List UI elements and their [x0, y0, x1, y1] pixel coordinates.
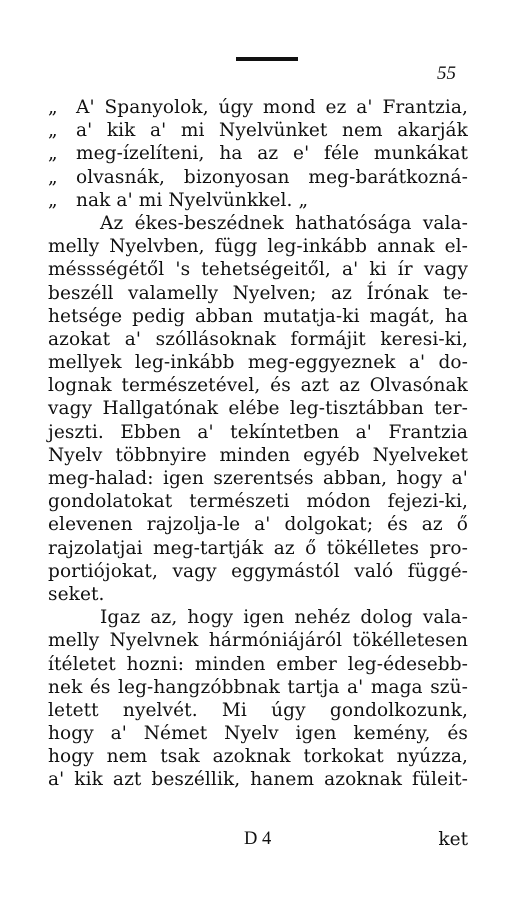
body-line: rajzolatjai meg-tartják az ő tökélletes pro- [48, 537, 468, 559]
quote-line [48, 189, 468, 212]
body-line: seket. [48, 583, 105, 605]
quote-mark: „ [48, 120, 58, 142]
body-line: gondolatokat természeti módon fejezi-ki, [48, 491, 468, 513]
second-line: hogy a' Német Nyelv igen kemény, és [48, 723, 468, 745]
quote-line [48, 96, 468, 119]
body-line: melly Nyelvben, függ leg-inkább annak el- [48, 236, 468, 258]
quote-text: meg-ízelíteni, ha az e' féle munkákat [76, 143, 468, 165]
second-line: a' kik azt beszéllik, hanem azoknak füleit- [48, 769, 468, 791]
second-line: ítéletet hozni: minden ember leg-édesebb- [48, 653, 468, 675]
body-line: portiójokat, vagy eggymástól való függé- [48, 560, 468, 582]
body-line: mellyek leg-inkább meg-eggyeznek a' do- [48, 352, 468, 374]
quote-text: olvasnák, bizonyosan meg-barátkozná- [76, 166, 468, 188]
page-footer [48, 829, 468, 857]
body-line: azokat a' szóllásoknak formájit keresi-ki, [48, 328, 468, 350]
quote-line [48, 119, 468, 142]
body-line: hetsége pedig abban mutatja-ki magát, ha [48, 305, 468, 327]
quote-mark: „ [48, 97, 58, 118]
quote-mark: „ [48, 166, 58, 188]
body-line: elevenen rajzolja-le a' dolgokat; és az ő [48, 514, 468, 536]
body-line: méssségétől 's tehetségeitől, a' ki ír vagy [48, 259, 468, 281]
body-line: jeszti. Ebben a' tekíntetben a' Frantzia [48, 421, 468, 443]
body-line: beszéll valamelly Nyelven; az Írónak te- [48, 282, 468, 304]
quote-text: nak a' mi Nyelvünkkel. „ [76, 189, 309, 211]
signature-mark: D 4 [244, 829, 272, 849]
second-line: letett nyelvét. Mi úgy gondolkozunk, [48, 699, 468, 721]
body-line: Nyelv többnyire minden egyéb Nyelveket [48, 444, 468, 466]
quote-text: A' Spanyolok, úgy mond ez a' Frantzia, [76, 97, 468, 118]
second-line: nek és leg-hangzóbbnak tartja a' maga szü- [48, 676, 468, 698]
second-line: hogy nem tsak azoknak torkokat nyúzza, [48, 746, 468, 768]
page-number: 55 [437, 63, 456, 84]
body-line: meg-halad: igen szerentsés abban, hogy a' [48, 468, 468, 489]
header-rule [236, 57, 298, 61]
quote-line [48, 166, 468, 189]
quote-mark: „ [48, 143, 58, 165]
catchword: ket [438, 829, 468, 850]
second-line: melly Nyelvnek hármóniájáról tökélletesen [48, 630, 468, 652]
body-line: lognak természetével, és azt az Olvasónak [48, 375, 468, 397]
quote-mark: „ [48, 189, 58, 211]
page-text [48, 96, 468, 850]
body-line: vagy Hallgatónak elébe leg-tisztábban ter- [48, 398, 468, 420]
quote-line [48, 142, 468, 165]
body-line: Az ékes-beszédnek hathatósága vala- [100, 212, 468, 234]
second-line: Igaz az, hogy igen nehéz dolog vala- [100, 607, 468, 629]
quote-text: a' kik a' mi Nyelvünket nem akarják [76, 120, 468, 142]
